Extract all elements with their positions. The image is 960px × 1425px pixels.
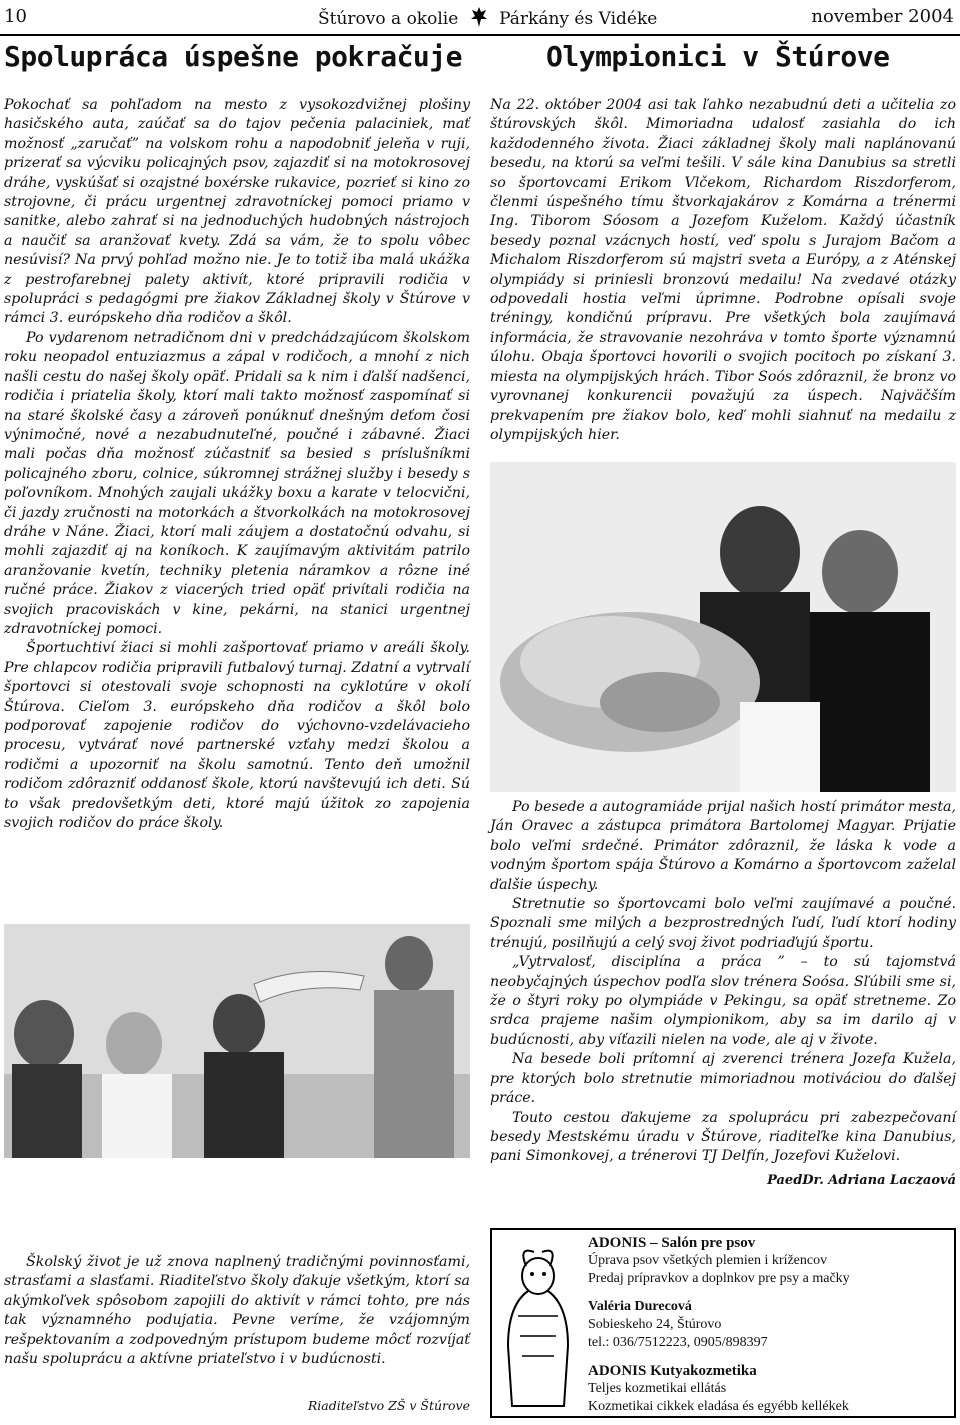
page-number: 10: [4, 6, 27, 27]
left-article-body: [4, 96, 470, 833]
dog-grooming-logo-icon: [498, 1236, 578, 1412]
right-article-continued: [490, 798, 956, 1190]
adonis-advertisement: [490, 1228, 956, 1418]
right-article-signature: PaedDr. Adriana Laczaová: [767, 1172, 956, 1188]
ad-service-line: Predaj prípravkov a doplnkov pre psy a mačky: [588, 1271, 850, 1286]
town-crest-icon: [470, 6, 488, 28]
left-article-signature: Riaditeľstvo ZŠ v Štúrove: [307, 1398, 470, 1413]
left-article-title: Spolupráca úspešne pokračuje: [4, 40, 463, 73]
issue-date: november 2004: [811, 6, 954, 27]
left-paragraph: Po vydarenom netradičnom dni v predchádzajúcom školskom roku neopadol entuziazmus a zápal v rodičoch, a mnohí z nich našli cestu do našej školy opäť. Pridali sa k nim i ďalší nadšenci, rodičia i priatelia školy, ktorí mali takto možnosť zaspomínať si na staré školské časy a zároveň ponúknuť dnešným deťom čosi výnimočné, nové a nezabudnuteľné, poučné i zábavné. Žiaci mali počas dňa možnosť zúčastniť sa besied s príslušníkmi policajného zboru, colnice, súkromnej strážnej služby i besedy s poľovníkom. Mnohých zaujali ukážky boxu a karate v telocvični, či jazdy zručnosti na motorkách a štvorkolkách na motokrosovej dráhe v Náne. Žiaci, ktorí mali záujem a dostatočnú odvahu, si mohli zajazdiť aj na koníkoch. K zaujímavým aktivitám patrilo aranžovanie kvetín, techniky pletenia náramkov a rôzne iné ručné práce. Žiakov z viacerých tried opäť privítali rodičia na svojich pracoviskách v kine, pekárni, na stanici urgentnej zdravotníckej pomoci.: [4, 329, 470, 637]
paper-title-sk: Štúrovo a okolie: [318, 9, 459, 29]
right-paragraph: Na besede boli prítomní aj zverenci trénera Jozefa Kužela, pre ktorých bolo stretnutie mimoriadnou motiváciou do ďalšej práce.: [490, 1051, 956, 1107]
left-article-closing: [4, 1253, 470, 1369]
ad-address: Sobieskeho 24, Štúrovo: [588, 1317, 722, 1332]
ad-service-line-hu: Kozmetikai cikkek eladása és egyébb kellékek: [588, 1399, 849, 1414]
left-paragraph: Pokochať sa pohľadom na mesto z vysokozdvižnej plošiny hasičského auta, zaúčať sa do tajov pečenia palaciniek, mať možnosť „zaručať” na volskom rohu a napodobniť jeleňa v ruji, prizerať sa výcviku policajných psov, zajazdiť si na motokrosovej dráhe, vyskúšať si ozajstné boxérske rukavice, pozrieť si kino zo strojovne, či prácu urgentnej zdravotníckej pomoci priamo v sanitke, alebo zahrať si na jednoduchých hudobných nástrojoch a naučiť sa aranžovať kvety. Zdá sa vám, že to spolu vôbec nesúvisí? Na prvý pohľad možno nie. Je to totiž iba malá ukážka z pestrofarebnej palety aktivít, ktoré pripravili rodičia v spolupráci s pedagógmi pre žiakov Základnej školy v Štúrove v rámci 3. európskeho dňa rodičov a škôl.: [4, 97, 470, 327]
right-paragraph: Na 22. október 2004 asi tak ľahko nezabudnú deti a učitelia zo štúrovských škôl. Mimoriadna udalosť zasiahla do ich každodenného života. Žiaci základnej školy mali naplánovanú besedu, na ktorú sa veľmi tešili. V sále kina Danubius sa stretli so športovcami Erikom Vlčekom, Richardom Riszdorferom, členmi úspešného tímu štvorkajakárov z Komárna a trénermi Ing. Tiborom Sóosom a Jozefom Kuželom. Každý účastník besedy poznal vzácnych hostí, veď spolu s Jurajom Bačom a Michalom Riszdorferom sú majstri sveta a Európy, a z Aténskej olympiády si priniesli bronzovú medailu! Na zvedavé otázky odpovedali hostia veľmi úprimne. Podrobne opísali svoje tréningy, kondičnú prípravu. Pre všetkých bola zaujímavá informácia, že stravovanie nezohráva v tomto športe významnú úlohu. Obaja športovci hovorili o svojich pocitoch po získaní 3. miesta na olympijských hrách. Tibor Soós zdôraznil, že bronz vo vyrovnanej konkurencii považujú za úspech. Najväčším prekvapením pre žiakov bolo, keď mohli siahnuť na medailu z olympijských hier.: [490, 97, 956, 443]
right-paragraph: Po besede a autogramiáde prijal našich hostí primátor mesta, Ján Oravec a zástupca primátora Bartolomej Magyar. Prijatie bolo veľmi srdečné. Primátor zdôraznil, že láska k vode a vodným športom spája Štúrovo a Komárno a športovcom zaželal ďalšie úspechy.: [490, 799, 956, 893]
left-paragraph: Športuchtiví žiaci si mohli zašportovať priamo v areáli školy. Pre chlapcov rodičia pripravili futbalový turnaj. Zdatní a vytrvalí športovci si otestovali svoje schopnosti na cyklotúre v okolí Štúrova. Cieľom 3. európskeho dňa rodičov a škôl bolo podporovať zapojenie rodičov do výchovno-vzdelávacieho procesu, vytvárať nové partnerské vzťahy medzi školou a rodičmi a upozorniť na školu samotnú. Tento deň umožnil rodičom zdôrazniť oddanosť škole, ktorú navštevujú ich deti. Sú to však predovšetkým deti, ktoré majú úžitok zo zapojenia svojich rodičov do práce školy.: [4, 640, 470, 832]
ad-text: [588, 1234, 950, 1416]
ad-phone: tel.: 036/7512223, 0905/898397: [588, 1335, 768, 1350]
masthead: [318, 6, 658, 29]
right-paragraph: Stretnutie so športovcami bolo veľmi zaujímavé a poučné. Spoznali sme milých a bezprostredných ľudí, ľudí ktorí hodiny trénujú, posilňujú a celý svoj život podriaďujú športu.: [490, 896, 956, 951]
school-activity-photo: [4, 924, 470, 1158]
paper-title-hu: Párkány és Vidéke: [499, 9, 658, 29]
right-paragraph: Touto cestou ďakujeme za spoluprácu pri zabezpečovaní besedy Mestskému úradu v Štúrove, riaditeľke kina Danubius, pani Simonkovej, a trénerovi TJ Delfín, Jozefovi Kuželovi.: [490, 1109, 956, 1165]
ad-owner-name: Valéria Durecová: [588, 1299, 692, 1314]
ad-service-line-hu: Teljes kozmetikai ellátás: [588, 1381, 727, 1396]
ad-title-hu: ADONIS Kutyakozmetika: [588, 1363, 757, 1379]
olympians-photo: [490, 462, 956, 792]
page-header: [0, 0, 960, 40]
right-paragraph: „Vytrvalosť, disciplína a práca ” – to sú tajomstvá neobyčajných úspechov podľa slov trénera Soósa. Sľúbili sme si, že o štyri roky po olympiáde v Pekingu, sa opäť stretneme. Zo srdca prajeme našim olympionikom, aby sa im darilo aj v budúcnosti, aby víťazili nielen na vode, ale aj v živote.: [490, 954, 956, 1048]
right-article-body: [490, 96, 956, 445]
left-closing-paragraph: Školský život je už znova naplnený tradičnými povinnosťami, strasťami a slasťami. Riaditeľstvo školy ďakuje všetkým, ktorí sa akýmkoľvek spôsobom zapojili do aktivít v rámci tohto, pre nás tak významného podujatia. Pevne veríme, že vzájomným rešpektovaním a zodpovedným prístupom budeme môcť rozvíjať našu spoluprácu a aktívne priateľstvo i v budúcnosti.: [4, 1254, 470, 1368]
right-article-title: Olympionici v Štúrove: [546, 40, 890, 73]
ad-title: ADONIS – Salón pre psov: [588, 1235, 756, 1251]
ad-service-line: Úprava psov všetkých plemien i krížencov: [588, 1253, 828, 1268]
header-divider: [0, 34, 960, 36]
